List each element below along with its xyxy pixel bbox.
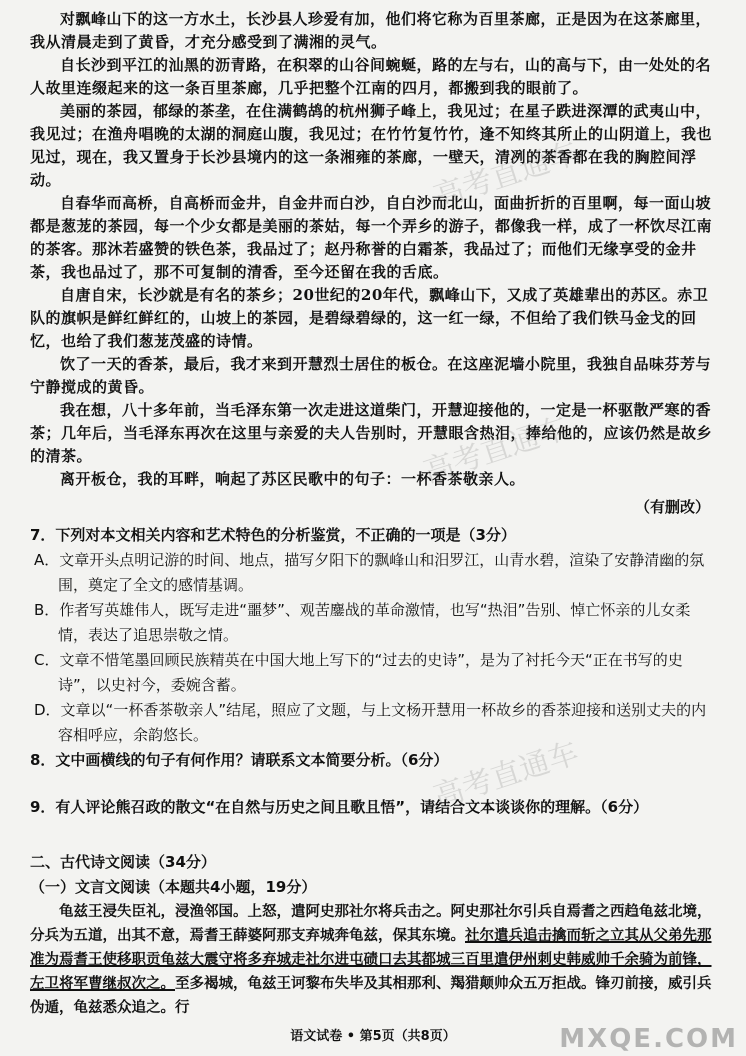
subsection-title: （一）文言文阅读（本题共4小题，19分） [30, 878, 317, 896]
watermark: 高考直通车 [429, 735, 583, 816]
passage-paragraph: 对飘峰山下的这一方水土，长沙县人珍爱有加，他们将它称为百里茶廊，正是因为在这茶廊里，我从清晨走到了黄昏，才充分感受到了满湘的灵气。 [30, 10, 712, 51]
answer-space [30, 773, 720, 795]
question-9: 9．有人评论熊召政的散文“在自然与历史之间且歌且悟”，请结合文本谈谈你的理解。（6分） [30, 798, 649, 816]
reading-passage [30, 8, 720, 519]
answer-space [30, 820, 720, 850]
source-note: （有删改） [634, 498, 710, 516]
passage-paragraph: 我在想，八十多年前，当毛泽东第一次走进这道柴门，开慧迎接他的，一定是一杯驱散严寒的香茶；几年后，当毛泽东再次在这里与亲爱的夫人告别时，开慧眼含热泪，捧给他的，应该仍然是故乡的清茶。 [30, 401, 713, 465]
classical-text-plain: 龟兹王浸失臣礼，浸渔邻国。上怒，遣阿史那社尔将兵击之。阿史那社尔引兵自焉耆之西趋龟兹北境，分兵为五道，出其不意，焉耆王薛婆阿那支弃城奔龟兹，保其东境。 [30, 903, 712, 944]
classical-text [30, 900, 720, 1020]
passage-paragraph: 自春华而高桥，自高桥而金井，自金井而白沙，自白沙而北山，面曲折折的百里啊，每一面山坡都是葱茏的茶园，每一个少女都是美丽的茶姑，每一个弄乡的游子，都像我一样，成了一杯饮尽江南的茶客。那沐若盛赞的铁色茶，我品过了；赵丹称誉的白霜茶，我品过了；而他们无缘享受的金井茶，我也品过了，那不可复制的清香，至今还留在我的舌底。 [30, 194, 713, 281]
passage-paragraph: 饮了一天的香茶，最后，我才来到开慧烈士居住的板仓。在这座泥墙小院里，我独自品味芬芳与宁静搅成的黄昏。 [30, 355, 712, 396]
watermark: 高考直通车 [419, 410, 573, 491]
option-b: B．作者写英雄伟人，既写走进“噩梦”、观苦鏖战的革命激情，也写“热泪”告别、悼亡怀亲的儿女柔情，表达了追思崇敬之情。 [34, 601, 691, 644]
classical-text-tail: 至多褐城，龟兹王诃黎布失毕及其相那利、羯猎颠帅众五万拒战。锋刃前接，威引兵伪遁，龟兹悉众追之。行 [30, 975, 712, 1016]
exam-page [30, 8, 720, 1020]
watermark: 高考直通车 [429, 135, 583, 216]
question-8: 8．文中画横线的句子有何作用？请联系文本简要分析。（6分） [30, 751, 449, 769]
passage-paragraph: 美丽的茶园，郁绿的茶垄，在住满鹤鸪的杭州狮子峰上，我见过；在星子跌进深潭的武夷山中，我见过；在渔舟唱晚的太湖的洞庭山腹，我见过；在竹竹复竹竹，逢不知终其所止的山阴道上，我也见过，现在，我又置身于长沙县境内的这一条湘雍的茶廊，一壁天，清冽的茶香都在我的胸腔间浮动。 [30, 102, 713, 189]
passage-paragraph: 自长沙到平江的汕黑的沥青路，在积翠的山谷间蜿蜒，路的左与右，山的高与下，由一处处的名人故里连缀起来的这一条百里茶廊，几乎把整个江南的四月，都搬到我的眼前了。 [30, 56, 712, 97]
underlined-sentence: 社尔遣兵追击擒而斩之立其从父弟先那准为焉耆王使移职贡龟兹大震守将多弃城走社尔进屯碛口去其都城三百里遣伊州刺史韩威帅千余骑为前锋，左卫将军曹继叔次之。 [30, 927, 712, 992]
section-title: 二、古代诗文阅读（34分） [30, 853, 216, 871]
passage-paragraph: 自唐自宋，长沙就是有名的茶乡；20世纪的20年代，飘峰山下，又成了英雄辈出的苏区。赤卫队的旗帜是鲜红鲜红的，山坡上的茶园，是碧绿碧绿的，这一红一绿，不但给了我们铁马金戈的回忆，也给了我们葱茏茂盛的诗情。 [30, 286, 709, 350]
question-stem: 7．下列对本文相关内容和艺术特色的分析鉴赏，不正确的一项是（3分） [30, 526, 516, 544]
option-a: A．文章开头点明记游的时间、地点，描写夕阳下的飘峰山和汨罗江，山青水碧，渲染了安静清幽的氛围，奠定了全文的感情基调。 [34, 551, 705, 594]
option-c: C．文章不惜笔墨回顾民族精英在中国大地上写下的“过去的史诗”，是为了衬托今天“正在书写的史诗”，以史衬今，委婉含蓄。 [34, 651, 683, 694]
question-7 [30, 523, 720, 748]
option-d: D．文章以“一杯香茶敬亲人”结尾，照应了文题，与上文杨开慧用一杯故乡的香茶迎接和送别丈夫的内容相呼应，余韵悠长。 [34, 701, 707, 744]
page-footer: 语文试卷 • 第5页（共8页） [290, 1029, 456, 1044]
corner-watermark: MXQE.COM [559, 1024, 738, 1054]
passage-paragraph: 离开板仓，我的耳畔，响起了苏区民歌中的句子：一杯香茶敬亲人。 [60, 470, 526, 488]
